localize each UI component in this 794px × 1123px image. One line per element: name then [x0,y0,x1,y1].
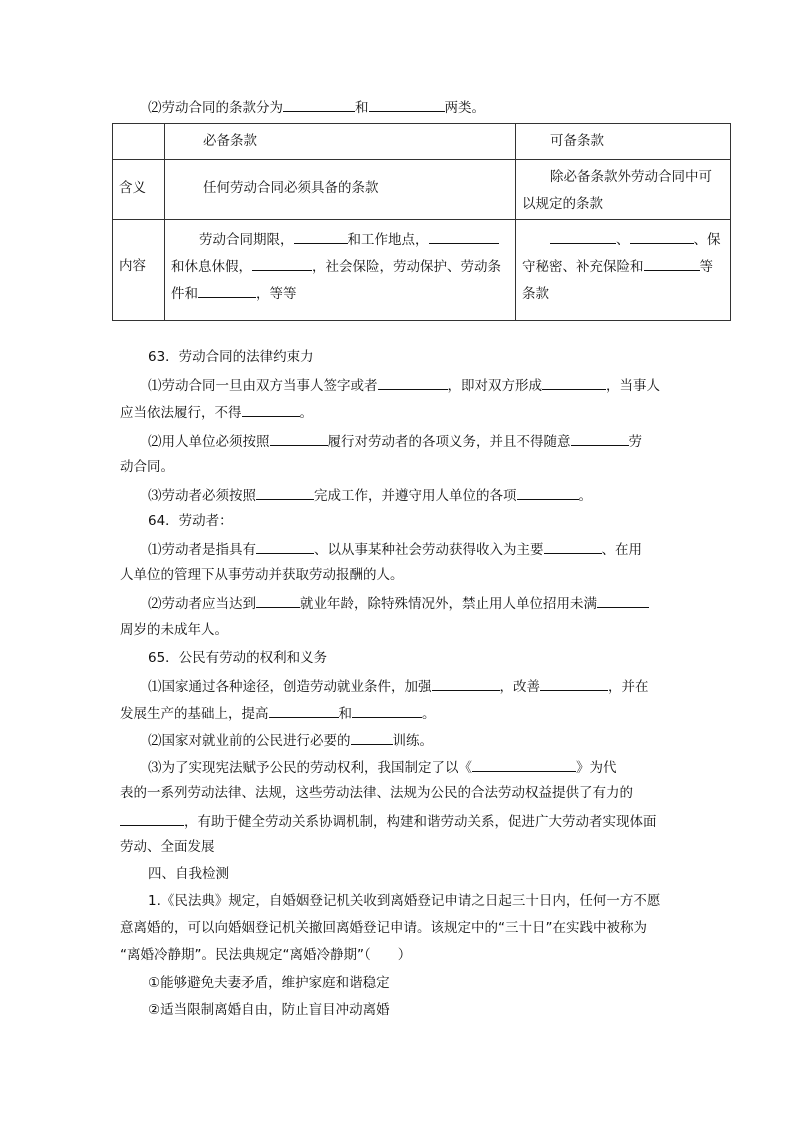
question-1-line2: 意离婚的，可以向婚姻登记机关撤回离婚登记申请。该规定中的“三十日”在实践中被称为 [120,920,647,936]
text: 就业年龄，除特殊情况外，禁止用人单位招用未满 [300,596,597,612]
row-label-cell [113,160,165,220]
s63-p2-line1 [148,430,758,452]
optional-meaning-cell [516,160,731,220]
text: 》为代 [576,760,617,776]
cell-line [165,254,515,281]
answer-blank[interactable] [597,592,649,608]
answer-blank[interactable] [256,484,314,500]
answer-blank[interactable] [571,430,629,446]
text: 劳 [628,434,642,450]
answer-blank[interactable] [270,430,328,446]
text: 和休息休假， [171,259,252,275]
text: 。 [422,706,436,722]
cell-line [165,220,515,254]
table-row-meaning [113,160,731,220]
s65-p3-line1 [148,756,758,778]
required-meaning-cell [165,160,516,220]
text: 、在用 [601,542,642,558]
header-label: 可备条款 [550,133,604,149]
text: 和工作地点， [347,232,429,248]
text: 发展生产的基础上，提高 [120,706,269,722]
answer-blank[interactable] [198,282,256,298]
text: ，等等 [256,286,297,302]
table-header-row [113,124,731,160]
s65-p2 [148,729,758,751]
text: 两类。 [444,100,485,116]
row-label: 内容 [119,258,146,274]
answer-blank[interactable] [644,255,700,271]
answer-blank[interactable] [369,96,445,112]
answer-blank[interactable] [432,675,500,691]
text: 、保 [693,232,721,248]
text: ⑴劳动合同一旦由双方当事人签字或者 [148,378,378,394]
text: 、以从事某种社会劳动获得收入为主要 [314,542,544,558]
s65-p3-line4: 劳动、全面发展 [120,839,215,855]
text: ，改善 [499,679,540,695]
table-row-content [113,220,731,321]
answer-blank[interactable] [517,484,579,500]
s63-p1-line1 [148,374,758,396]
text: 守秘密、补充保险和 [522,259,644,275]
s64-p1-line2: 人单位的管理下从事劳动并获取劳动报酬的人。 [120,567,404,583]
answer-blank[interactable] [378,374,448,390]
question-1-option-2: ②适当限制离婚自由，防止盲目冲动离婚 [148,1002,390,1018]
cell-text: 除必备条款外劳动合同中可 [550,169,712,185]
s65-p3-line3 [120,810,730,832]
text: ⑵国家对就业前的公民进行必要的 [148,733,351,749]
s64-p1-line1 [148,538,758,560]
text: ，社会保险，劳动保护、劳动条 [312,259,501,275]
text: 件和 [171,286,198,302]
header-optional [516,124,731,160]
cell-line [165,281,515,308]
s65-p3-line2: 表的一系列劳动法律、法规，这些劳动法律、法规为公民的合法劳动权益提供了有力的 [120,785,633,801]
text: 和 [338,706,352,722]
answer-blank[interactable] [472,756,576,772]
answer-blank[interactable] [352,702,422,718]
question-1-line1: 1.《民法典》规定，自婚姻登记机关收到离婚登记申请之日起三十日内，任何一方不愿 [148,893,661,909]
s64-p2-line1 [148,592,758,614]
text: ，并在 [608,679,649,695]
answer-blank[interactable] [294,228,348,244]
text: 劳动合同期限， [199,232,294,248]
header-label: 必备条款 [203,133,257,149]
text: 、 [616,232,630,248]
text: 训练。 [392,733,433,749]
cell-text: 以规定的条款 [522,196,603,212]
answer-blank[interactable] [550,228,616,244]
answer-blank[interactable] [269,702,339,718]
text: ⑴劳动者是指具有 [148,542,256,558]
s63-p1-line2 [120,401,730,423]
row-label: 含义 [119,180,146,196]
text: 等 [699,259,713,275]
header-required [165,124,516,160]
required-content-cell [165,220,516,321]
answer-blank[interactable] [351,729,393,745]
text: 履行对劳动者的各项义务，并且不得随意 [327,434,571,450]
s63-p3 [148,484,758,506]
s63-p2-line2: 动合同。 [120,459,174,475]
s64-p2-line2: 周岁的未成年人。 [120,622,228,638]
answer-blank[interactable] [283,96,355,112]
text: 应当依法履行，不得 [120,405,242,421]
text: 。 [299,405,313,421]
text: ⑵劳动合同的条款分为 [148,100,283,116]
cell-line [516,220,730,254]
question-1-option-1: ①能够避免夫妻矛盾，维护家庭和谐稳定 [148,975,390,991]
self-check-heading: 四、自我检测 [148,866,229,882]
contract-terms-table [112,123,731,321]
answer-blank[interactable] [542,374,606,390]
cell-text: 条款 [522,286,549,302]
answer-blank[interactable] [540,675,608,691]
text: ⑵用人单位必须按照 [148,434,270,450]
answer-blank[interactable] [544,538,602,554]
answer-blank[interactable] [256,592,300,608]
question-1-line3: “离婚冷静期”。民法典规定“离婚冷静期”（ ） [120,947,412,963]
section-65-heading: 65．公民有劳动的权利和义务 [148,650,328,666]
text: 完成工作，并遵守用人单位的各项 [314,488,517,504]
text: ⑶为了实现宪法赋予公民的劳动权利，我国制定了以《 [148,760,472,776]
text: ，当事人 [606,378,660,394]
q62-item2 [148,96,758,118]
cell-text: 任何劳动合同必须具备的条款 [203,180,379,196]
s65-p1-line1 [148,675,758,697]
answer-blank[interactable] [242,401,300,417]
text: ⑵劳动者应当达到 [148,596,256,612]
table-corner-cell [113,124,165,160]
optional-content-cell [516,220,731,321]
section-64-heading: 64．劳动者： [148,513,233,529]
answer-blank[interactable] [429,228,499,244]
answer-blank[interactable] [252,255,312,271]
text: ，有助于健全劳动关系协调机制，构建和谐劳动关系，促进广大劳动者实现体面 [184,814,657,830]
text: ⑴国家通过各种途径，创造劳动就业条件，加强 [148,679,432,695]
answer-blank[interactable] [120,810,184,826]
answer-blank[interactable] [630,228,694,244]
s65-p1-line2 [120,702,730,724]
cell-line [516,254,730,281]
answer-blank[interactable] [256,538,314,554]
text: ，即对双方形成 [447,378,542,394]
text: ⑶劳动者必须按照 [148,488,256,504]
text: 。 [578,488,592,504]
section-63-heading: 63．劳动合同的法律约束力 [148,349,314,365]
text: 和 [355,100,369,116]
row-label-cell [113,220,165,321]
